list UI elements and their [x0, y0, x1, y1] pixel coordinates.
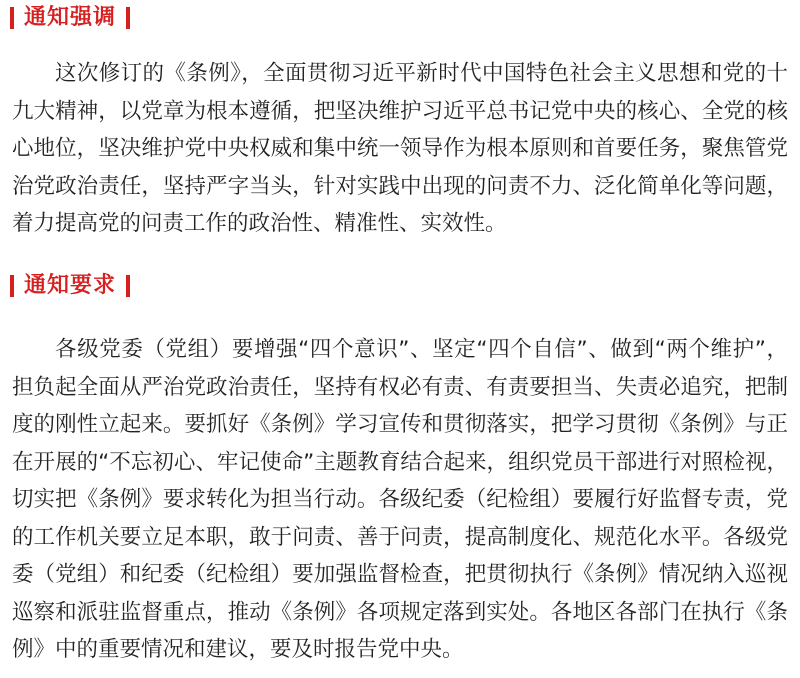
heading-bar-right	[126, 275, 130, 297]
heading-bar-left	[10, 7, 14, 29]
heading-bar-right	[126, 7, 130, 29]
section-notice-requirements	[0, 268, 800, 662]
section-paragraph: 各级党委（党组）要增强“四个意识”、坚定“四个自信”、做到“两个维护”，担负起全面从严治党政治责任，坚持有权必有责、有责要担当、失责必追究，把制度的刚性立起来。要抓好《条例》学习宣传和贯彻落实，把学习贯彻《条例》与正在开展的“不忘初心、牢记使命”主题教育结合起来，组织党员干部进行对照检视，切实把《条例》要求转化为担当行动。各级纪委（纪检组）要履行好监督专责，党的工作机关要立足本职，敢于问责、善于问责，提高制度化、规范化水平。各级党委（党组）和纪委（纪检组）要加强监督检查，把贯彻执行《条例》情况纳入巡视巡察和派驻监督重点，推动《条例》各项规定落到实处。各地区各部门在执行《条例》中的重要情况和建议，要及时报告党中央。	[12, 337, 788, 662]
section-heading	[0, 268, 800, 304]
section-heading-text: 通知强调	[24, 5, 117, 30]
section-heading	[0, 0, 800, 36]
section-paragraph: 这次修订的《条例》，全面贯彻习近平新时代中国特色社会主义思想和党的十九大精神，以党章为根本遵循，把坚决维护习近平总书记党中央的核心、全党的核心地位，坚决维护党中央权威和集中统一领导作为根本原则和首要任务，聚焦管党治党政治责任，坚持严字当头，针对实践中出现的问责不力、泛化简单化等问题，着力提高党的问责工作的政治性、精准性、实效性。	[12, 61, 788, 236]
section-heading-text: 通知要求	[24, 273, 117, 298]
section-notice-emphasis	[0, 0, 800, 236]
heading-bar-left	[10, 275, 14, 297]
